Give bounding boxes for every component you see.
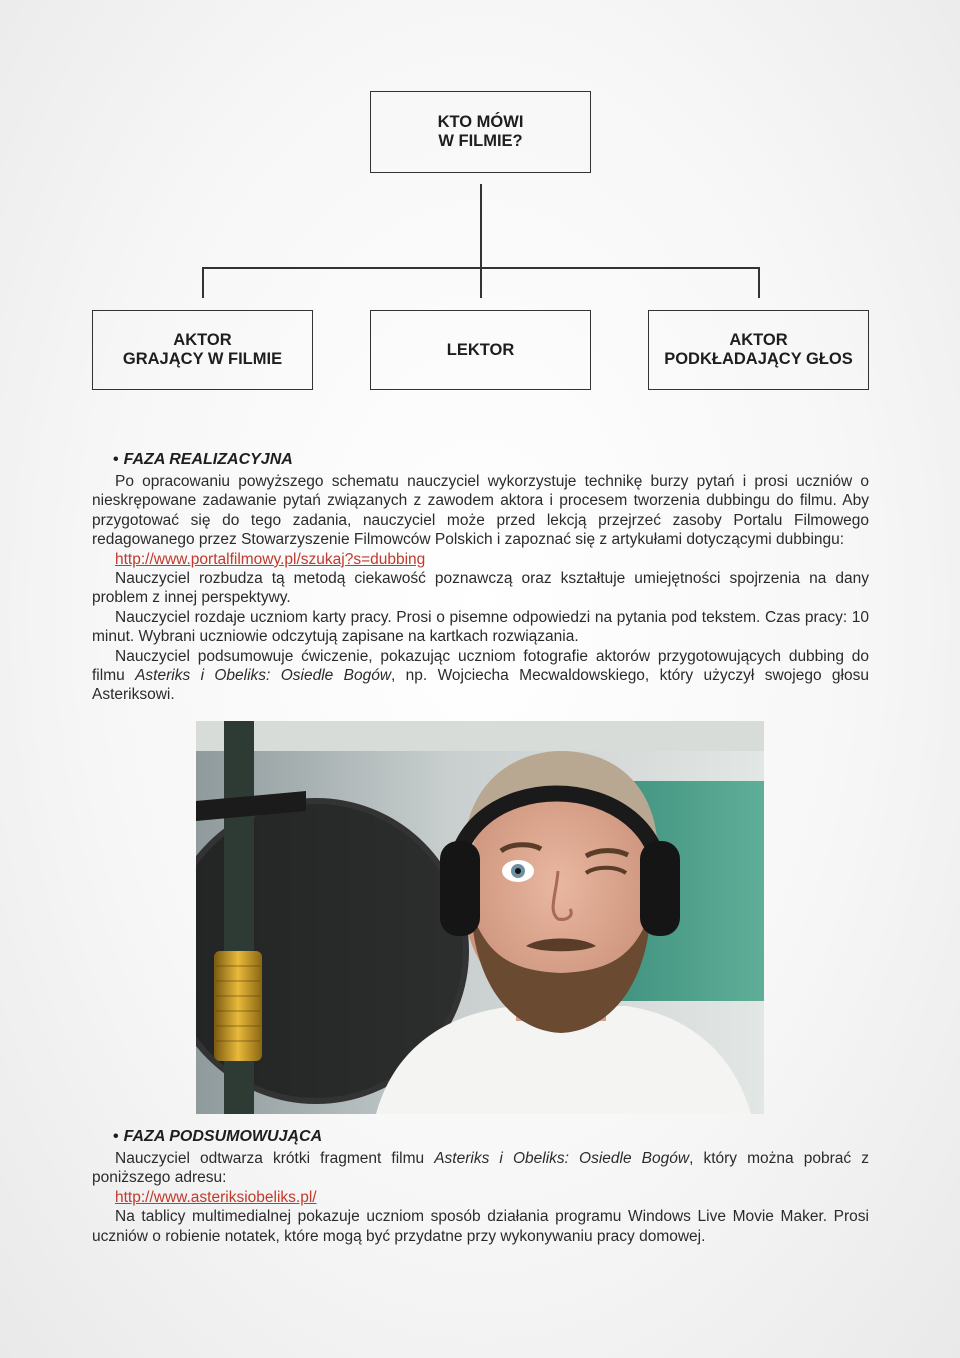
section1-paragraph-2: Nauczyciel rozbudza tą metodą ciekawość poznawczą oraz kształtuje umiejętności spojrzenia na dany problem z innej perspektywy. [92,570,869,607]
diagram-child-voice-actor [648,310,869,390]
section2-body [92,1149,869,1246]
section1-paragraph-4: Nauczyciel podsumowuje ćwiczenie, pokazując uczniom fotografie aktorów przygotowujących dubbing do filmu Asteriks i Obeliks: Osiedle Bogów, np. Wojciecha Mecwaldowskiego, który użyczył swojego głosu Asteriksowi. [92,647,869,704]
child3-line2: PODKŁADAJĄCY GŁOS [664,350,853,368]
connector-vertical-root [480,184,482,268]
child1-line2: GRAJĄCY W FILMIE [122,350,283,368]
diagram-child-actor [92,310,313,390]
child1-line1: AKTOR [173,331,232,349]
bullet-icon: • [113,1128,119,1145]
connector-middle [480,267,482,298]
diagram-root-line2: W FILMIE? [438,132,523,150]
section2-paragraph-2: Na tablicy multimedialnej pokazuje uczniom sposób działania programu Windows Live Movie Maker. Prosi uczniów o robienie notatek, które mogą być przydatne przy wykonywaniu pracy domowej. [92,1208,869,1245]
connector-left [202,267,204,298]
diagram-root-box [370,91,591,173]
portal-filmowy-link[interactable]: http://www.portalfilmowy.pl/szukaj?s=dubbing [115,550,426,568]
child3-line1: AKTOR [729,331,788,349]
connector-right [758,267,760,298]
section1-paragraph-1: Po opracowaniu powyższego schematu nauczyciel wykorzystuje technikę burzy pytań i prosi uczniów o nieskrępowane zadawanie pytań związanych z zawodem aktora i procesem tworzenia dubbingu do filmu. Aby przygotować się do tego zadania, nauczyciel może przed lekcją przejrzeć zasoby Portalu Filmowego redagowanego przez Stowarzyszenie Filmowców Polskich i zapoznać się z artykułami dotyczącymi dubbingu: [92,473,869,549]
diagram-root-line1: KTO MÓWI [437,113,524,131]
section1-heading: • FAZA REALIZACYJNA [113,451,293,468]
actor-recording-photo [196,721,764,1114]
section2-paragraph-1: Nauczyciel odtwarza krótki fragment filmu Asteriks i Obeliks: Osiedle Bogów, który można pobrać z poniższego adresu: [92,1150,869,1187]
asteriks-link[interactable]: http://www.asteriksiobeliks.pl/ [115,1188,317,1206]
film-title: Asteriks i Obeliks: Osiedle Bogów [434,1150,690,1167]
diagram-child-lektor [370,310,591,390]
bullet-icon: • [113,451,119,468]
section2-heading: • FAZA PODSUMOWUJĄCA [113,1128,323,1145]
child2-line1: LEKTOR [446,340,515,359]
section1-body [92,472,869,705]
film-title: Asteriks i Obeliks: Osiedle Bogów [135,667,392,685]
section1-paragraph-3: Nauczyciel rozdaje uczniom karty pracy. Prosi o pisemne odpowiedzi na pytania pod tekstem. Czas pracy: 10 minut. Wybrani uczniowie odczytują zapisane na kartkach rozwiązania. [92,608,869,646]
